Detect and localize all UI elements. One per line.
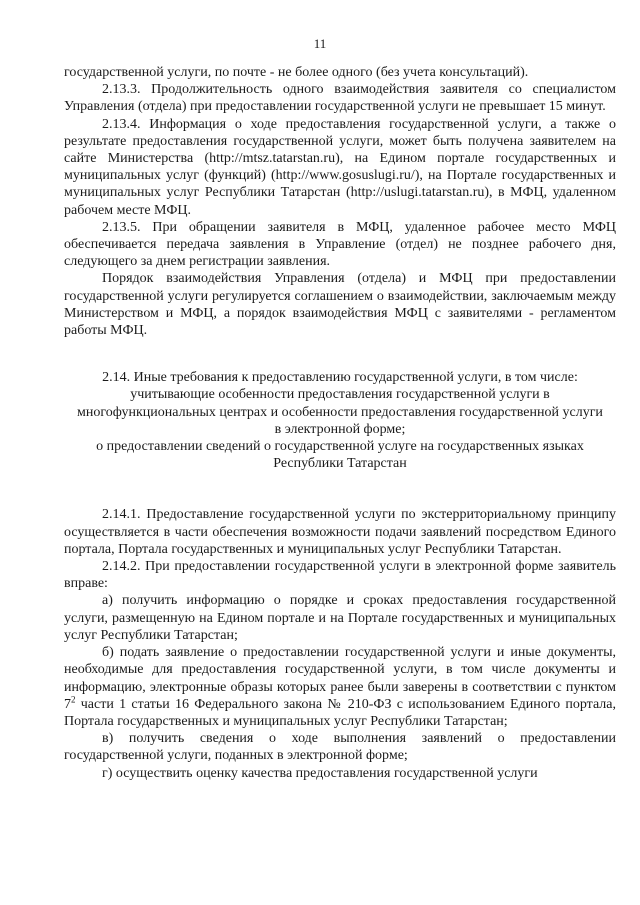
paragraph-item-v: в) получить сведения о ходе выполнения заявлений о предоставлении государственной услуги, поданных в электронной форме; bbox=[64, 731, 616, 764]
paragraph-interaction-order: Порядок взаимодействия Управления (отдела) и МФЦ при предоставлении государственной услуги регулируется соглашением о взаимодействии, заключаемым между Министерством и МФЦ, а порядок взаимодействия МФЦ с заявителями - регламентом работы МФЦ. bbox=[64, 271, 616, 339]
heading-line-3: о предоставлении сведений о государственной услуге на государственных языках Республики Татарстан bbox=[96, 439, 584, 472]
paragraph-item-a: а) получить информацию о порядке и сроках предоставления государственной услуги, размещенную на Едином портале и на Портале государственных и муниципальных услуг Республики Татарстан; bbox=[64, 593, 616, 643]
document-body bbox=[64, 64, 616, 782]
item-b-text-start: б) подать заявление о предоставлении государственной услуги и иные документы, необходимые для предоставления государственной услуги, в том числе документы и информацию, электронные образы которых ранее были заверены в соответствии с пунктом 7 bbox=[64, 645, 616, 712]
paragraph-2-14-2: 2.14.2. При предоставлении государственной услуги в электронной форме заявитель вправе: bbox=[64, 559, 616, 592]
heading-line-2: учитывающие особенности предоставления государственной услуги в многофункциональных центрах и особенности предоставления государственной услуги в электронной форме; bbox=[77, 387, 603, 437]
paragraph-2-13-3: 2.13.3. Продолжительность одного взаимодействия заявителя со специалистом Управления (отдела) при предоставлении государственной услуги не превышает 15 минут. bbox=[64, 82, 616, 115]
item-b-superscript: 2 bbox=[71, 694, 76, 705]
paragraph-2-14-1: 2.14.1. Предоставление государственной услуги по экстерриториальному принципу осуществляется в части обеспечения возможности подачи заявлений посредством Единого портала, Портала государственных и муниципальных услуг Республики Татарстан. bbox=[64, 507, 616, 557]
paragraph-item-b bbox=[64, 644, 616, 730]
page-number: 11 bbox=[313, 36, 327, 51]
paragraph-continuation: государственной услуги, по почте - не более одного (без учета консультаций). bbox=[64, 65, 529, 80]
item-b-text-end: части 1 статьи 16 Федерального закона № 210-ФЗ с использованием Единого портала, Портала государственных и муниципальных услуг Республики Татарстан; bbox=[64, 696, 616, 729]
paragraph-item-g: г) осуществить оценку качества предоставления государственной услуги bbox=[102, 765, 538, 781]
heading-line-1: 2.14. Иные требования к предоставлению государственной услуги, в том числе: bbox=[102, 370, 578, 386]
paragraph-2-13-4: 2.13.4. Информация о ходе предоставления государственной услуги, а также о результате предоставления государственной услуги, может быть получена заявителем на сайте Министерства (http://mtsz.tatarstan.ru), на Едином портале государственных и муниципальных услуг (функций) (http://www.gosuslugi.ru/), на Портале государственных и муниципальных услуг Республики Татарстан (http://uslugi.tatarstan.ru), в МФЦ, удаленном рабочем месте МФЦ. bbox=[64, 116, 616, 218]
paragraph-2-13-5: 2.13.5. При обращении заявителя в МФЦ, удаленное рабочее место МФЦ обеспечивается передача заявления в Управление (отдел) не позднее рабочего дня, следующего за днем регистрации заявления. bbox=[64, 219, 616, 270]
section-heading-2-14 bbox=[74, 369, 606, 472]
